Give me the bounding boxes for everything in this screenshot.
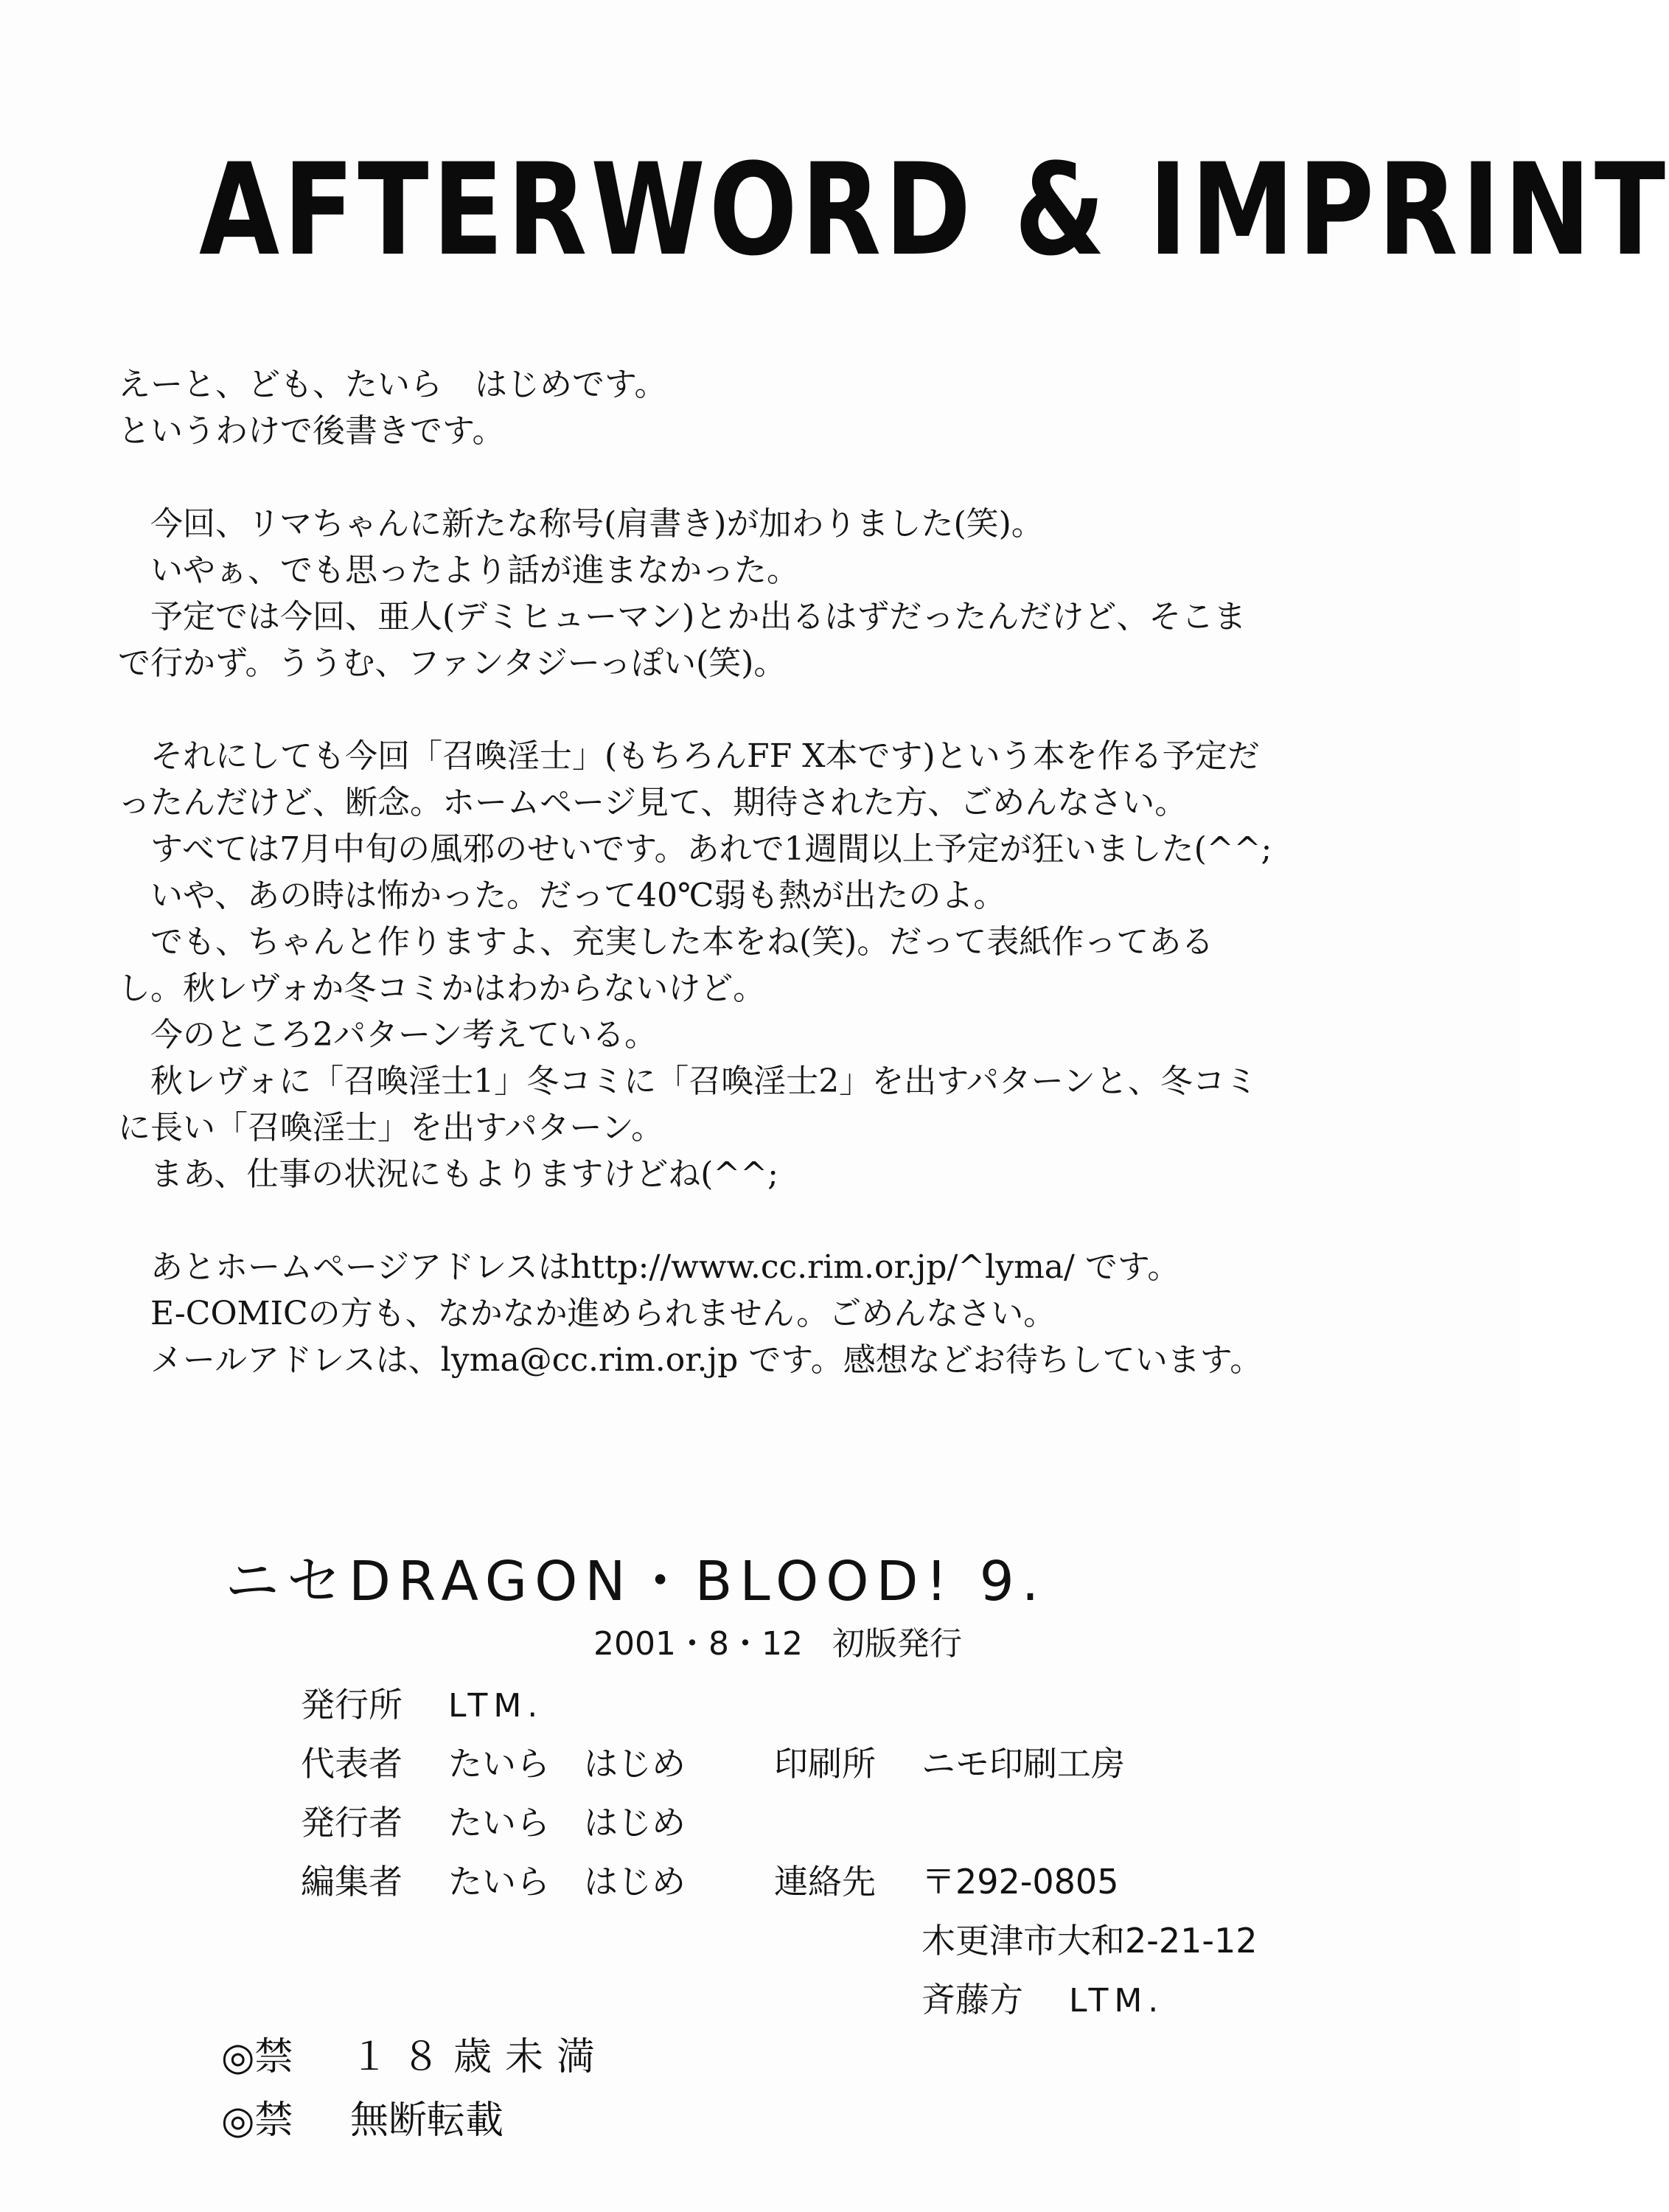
- afterword-line: メールアドレスは、lyma@cc.rim.or.jp です。感想などお待ちしています。: [150, 1341, 1263, 1379]
- issuer-name: たいら はじめ: [448, 1803, 686, 1843]
- afterword-line: いや、あの時は怖かった。だって40℃弱も熱が出たのよ。: [150, 877, 1006, 914]
- printer-label: 印刷所: [774, 1744, 876, 1784]
- issuer-label: 発行者: [301, 1803, 403, 1843]
- afterword-line: 今のところ2パターン考えている。: [150, 1016, 658, 1054]
- page-title: AFTERWORD & IMPRINT: [199, 136, 1669, 284]
- imprint-contact-row: [774, 1860, 1118, 1904]
- notice-reprint: [221, 2097, 504, 2144]
- afterword-line: で行かず。ううむ、ファンタジーっぽい(笑)。: [118, 644, 787, 682]
- imprint-representative-row: [301, 1742, 787, 1786]
- afterword-line: まあ、仕事の状況にもよりますけどね(^^;: [150, 1155, 778, 1193]
- contact-label: 連絡先: [774, 1862, 876, 1902]
- notice-age: [221, 2034, 608, 2081]
- book-title: ニセDRAGON・BLOOD! 9.: [225, 1550, 1047, 1613]
- publication-date: 2001・8・12: [593, 1625, 803, 1663]
- afterword-line: あとホームページアドレスはhttp://www.cc.rim.or.jp/^lyma/ です。: [150, 1248, 1180, 1286]
- afterword-line: に長い「召喚淫士」を出すパターン。: [118, 1109, 664, 1147]
- afterword-line: でも、ちゃんと作りますよ、充実した本をね(笑)。だって表紙作ってある: [150, 923, 1214, 961]
- contact-postal: 〒292-0805: [921, 1862, 1119, 1902]
- notice-reprint-text: 無断転載: [350, 2098, 504, 2143]
- afterword-line: ったんだけど、断念。ホームページ見て、期待された方、ごめんなさい。: [118, 784, 1188, 821]
- afterword-line: いやぁ、でも思ったより話が進まなかった。: [150, 552, 799, 589]
- contact-care-of-brand: LTM.: [1069, 1982, 1165, 2020]
- publisher-name: LTM.: [448, 1687, 544, 1725]
- afterword-line: E-COMICの方も、なかなか進められません。ごめんなさい。: [150, 1295, 1056, 1332]
- imprint-editor-row: [301, 1860, 686, 1904]
- notice-mark: ◎禁: [221, 2098, 293, 2143]
- imprint-publisher-row: [301, 1683, 543, 1728]
- printer-name: ニモ印刷工房: [921, 1744, 1125, 1784]
- afterword-line: 予定では今回、亜人(デミヒューマン)とか出るはずだったんだけど、そこま: [150, 598, 1247, 636]
- afterword-line: えーと、ども、たいら はじめです。: [118, 366, 667, 403]
- afterword-line: し。秋レヴォか冬コミかはわからないけど。: [118, 970, 766, 1007]
- publisher-label: 発行所: [301, 1685, 403, 1725]
- representative-label: 代表者: [301, 1744, 403, 1784]
- afterword-line: 秋レヴォに「召喚淫士1」冬コミに「召喚淫士2」を出すパターンと、冬コミ: [150, 1062, 1258, 1100]
- imprint-printer-row: [774, 1742, 1125, 1786]
- notice-age-text: １８歳未満: [350, 2035, 609, 2079]
- afterword-line: というわけで後書きです。: [118, 412, 505, 450]
- contact-care-of: 斉藤方: [921, 1980, 1023, 2020]
- edition-label: 初版発行: [832, 1625, 962, 1663]
- afterword-line: それにしても今回「召喚淫士」(もちろんFF X本です)という本を作る予定だ: [150, 737, 1260, 775]
- contact-care-of-row: [921, 1978, 1164, 2023]
- notice-mark: ◎禁: [221, 2035, 293, 2079]
- afterword-text: [118, 361, 1415, 1383]
- imprint-issuer-row: [301, 1801, 686, 1845]
- contact-address: 木更津市大和2-21-12: [921, 1921, 1258, 1961]
- editor-label: 編集者: [301, 1862, 403, 1902]
- editor-name: たいら はじめ: [448, 1862, 686, 1902]
- afterword-line: 今回、リマちゃんに新たな称号(肩書き)が加わりました(笑)。: [150, 505, 1044, 543]
- representative-name: たいら はじめ: [448, 1744, 686, 1784]
- afterword-line: すべては7月中旬の風邪のせいです。あれで1週間以上予定が狂いました(^^;: [150, 830, 1272, 868]
- edition-line: [593, 1622, 992, 1666]
